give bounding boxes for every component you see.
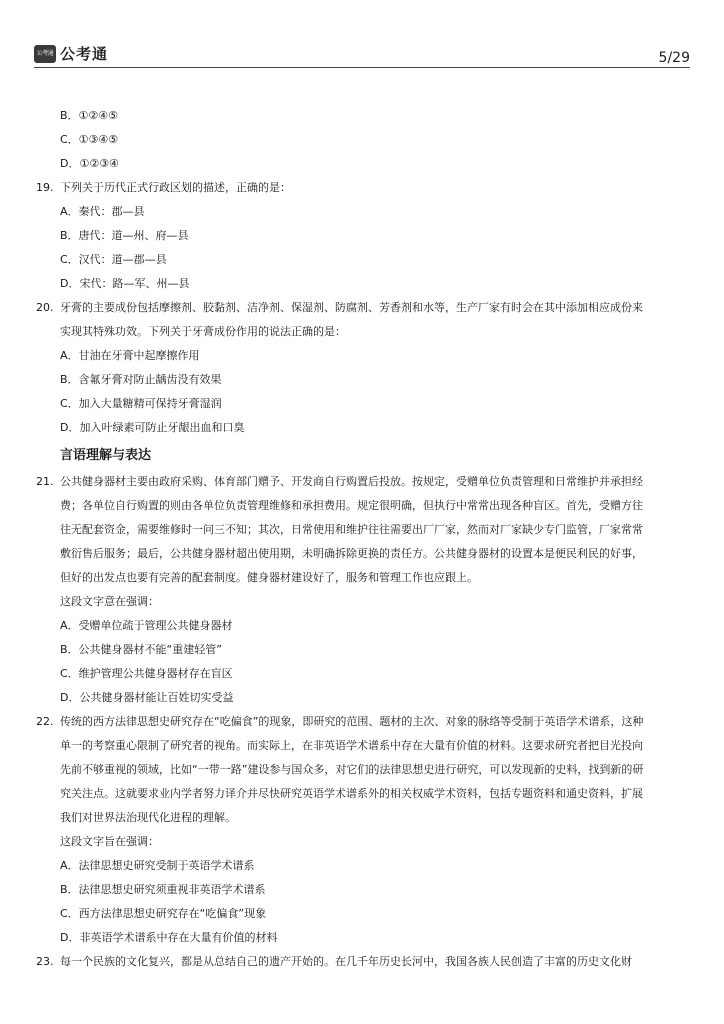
q21-option-b: B．公共健身器材不能“重建轻管” (60, 643, 222, 656)
header-divider (34, 67, 690, 68)
page-header (34, 40, 690, 70)
q22-stem-line: 传统的西方法律思想史研究存在“吃偏食”的现象，即研究的范围、题材的主次、对象的脉络等受制于英语学术谱系，这种 (60, 715, 644, 728)
q21-prompt: 这段文字意在强调： (60, 595, 159, 608)
q22-stem-line: 我们对世界法治现代化进程的理解。 (60, 811, 236, 824)
q19-option-b: B．唐代：道—州、府—县 (60, 229, 189, 242)
q19-option-c: C．汉代：道—郡—县 (60, 253, 167, 266)
q18-option-d: D．①②③④ (60, 157, 119, 170)
q22-option-d: D．非英语学术谱系中存在大量有价值的材料 (60, 931, 278, 944)
q22-stem-line: 先前不够重视的领域，比如“一带一路”建设参与国众多，对它们的法律思想史进行研究，可以发现新的史料，找到新的研 (60, 763, 644, 776)
q22-stem (36, 710, 688, 734)
q20-option-c: C．加入大量糖精可保持牙膏湿润 (60, 397, 222, 410)
q23-stem-line: 每一个民族的文化复兴，都是从总结自己的遗产开始的。在几千年历史长河中，我国各族人民创造了丰富的历史文化财 (60, 955, 632, 968)
q21-stem-line: 费；各单位自行购置的则由各单位负责管理维修和承担费用。规定很明确，但执行中常常出现各种盲区。首先，受赠方往 (60, 499, 643, 512)
q21-stem-line: 但好的出发点也要有完善的配套制度。健身器材建设好了，服务和管理工作也应跟上。 (60, 571, 478, 584)
q19-number: 19. (36, 181, 54, 194)
q19-option-a: A．秦代：郡—县 (60, 205, 145, 218)
page-indicator: 5/29 (658, 50, 690, 66)
q19-stem (36, 176, 688, 200)
q23-stem (36, 950, 688, 974)
document-body (36, 104, 688, 974)
q21-stem-line: 敷衍售后服务；最后，公共健身器材超出使用期，未明确拆除更换的责任方。公共健身器材的设置本是便民利民的好事， (60, 547, 643, 560)
q22-stem-line: 单一的考察重心限制了研究者的视角。而实际上，在非英语学术谱系中存在大量有价值的材料。这要求研究者把目光投向 (60, 739, 643, 752)
q21-option-c: C．维护管理公共健身器材存在盲区 (60, 667, 233, 680)
section-title: 言语理解与表达 (60, 448, 152, 463)
q19-stem-text: 下列关于历代正式行政区划的描述，正确的是： (60, 181, 291, 194)
q22-option-c: C．西方法律思想史研究存在“吃偏食”现象 (60, 907, 267, 920)
q20-stem-line: 牙膏的主要成份包括摩擦剂、胶黏剂、洁净剂、保湿剂、防腐剂、芳香剂和水等，生产厂家有时会在其中添加相应成份来 (60, 301, 643, 314)
q18-option-c: C．①③④⑤ (60, 133, 119, 146)
q20-number: 20. (36, 301, 54, 314)
q21-stem (36, 470, 688, 494)
q21-option-d: D．公共健身器材能让百姓切实受益 (60, 691, 234, 704)
q21-stem-line: 公共健身器材主要由政府采购、体育部门赠予、开发商自行购置后投放。按规定，受赠单位负责管理和日常维护并承担经 (60, 475, 643, 488)
q22-prompt: 这段文字旨在强调： (60, 835, 159, 848)
q20-option-d: D．加入叶绿素可防止牙龈出血和口臭 (60, 421, 245, 434)
q21-number: 21. (36, 475, 54, 488)
q19-option-d: D．宋代：路—军、州—县 (60, 277, 190, 290)
q22-stem-line: 究关注点。这就要求业内学者努力译介并尽快研究英语学术谱系外的相关权威学术资料，包括专题资料和通史资料，扩展 (60, 787, 643, 800)
q18-option-b: B．①②④⑤ (60, 109, 118, 122)
q21-stem-line: 往无配套资金，需要维修时一问三不知；其次，日常使用和维护往往需要出厂厂家，然而对厂家缺少专门监管，厂家常常 (60, 523, 643, 536)
q21-option-a: A．受赠单位疏于管理公共健身器材 (60, 619, 233, 632)
q20-option-b: B．含氟牙膏对防止龋齿没有效果 (60, 373, 222, 386)
q22-option-a: A．法律思想史研究受制于英语学术谱系 (60, 859, 255, 872)
brand-logo (34, 43, 108, 64)
q22-number: 22. (36, 715, 54, 728)
q20-stem (36, 296, 688, 320)
q23-number: 23. (36, 955, 54, 968)
q20-option-a: A．甘油在牙膏中起摩擦作用 (60, 349, 200, 362)
q22-option-b: B．法律思想史研究须重视非英语学术谱系 (60, 883, 266, 896)
brand-badge: 公考通 (34, 45, 56, 63)
brand-text: 公考通 (60, 45, 109, 63)
q20-stem-line: 实现其特殊功效。下列关于牙膏成份作用的说法正确的是： (60, 325, 346, 338)
